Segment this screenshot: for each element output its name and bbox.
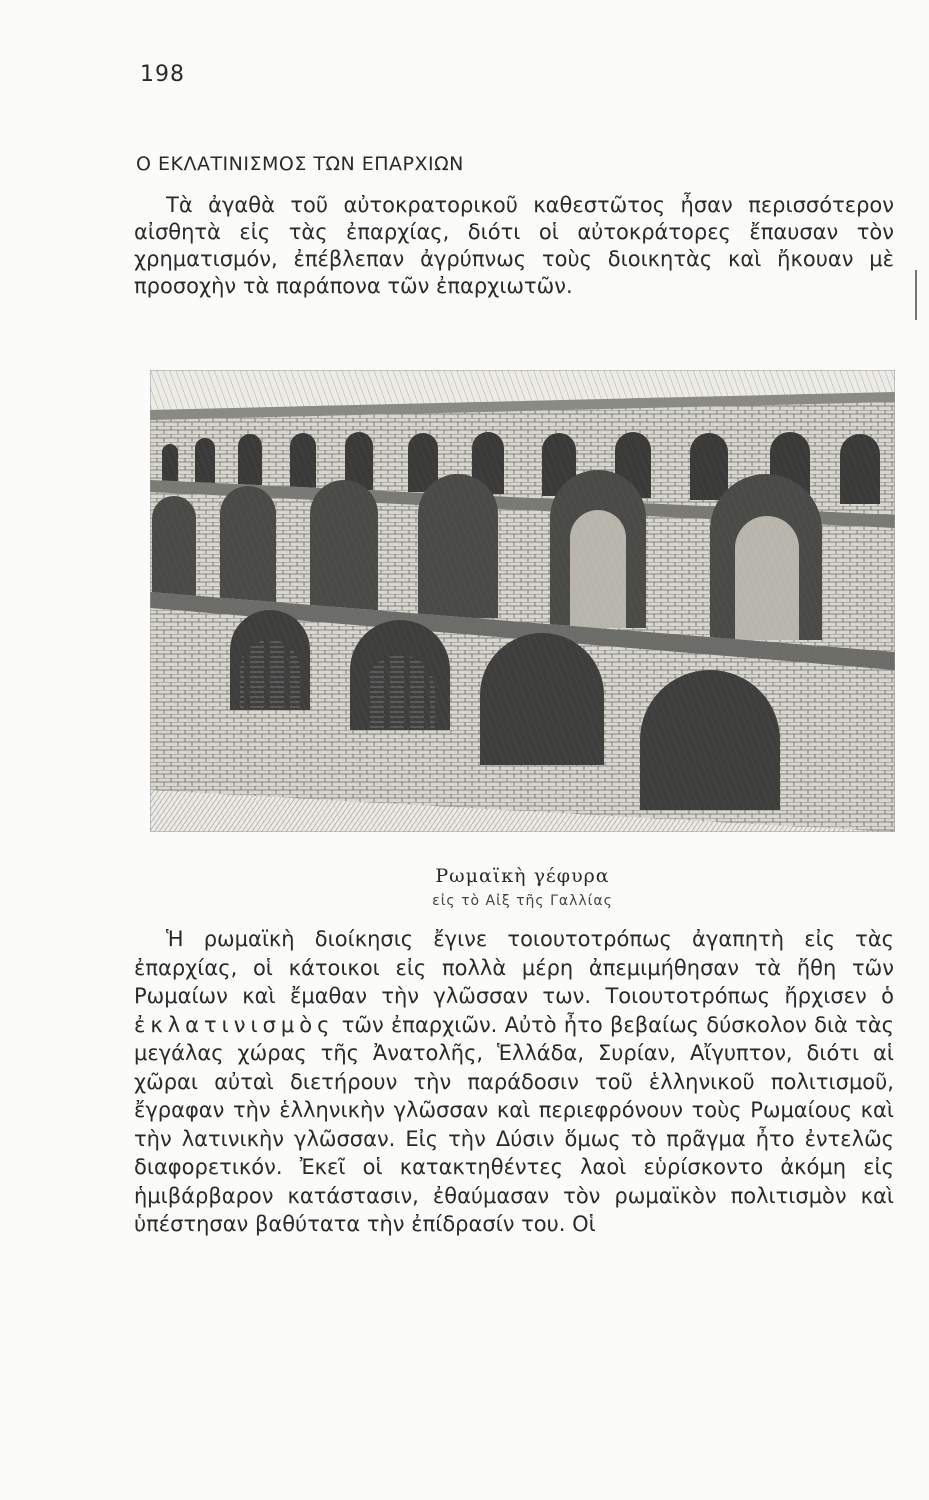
running-head: Ο ΕΚΛΑΤΙΝΙΣΜΟΣ ΤΩΝ ΕΠΑΡΧΙΩΝ bbox=[136, 153, 464, 175]
aqueduct-illustration bbox=[150, 370, 895, 832]
emphasized-term: ἐκλατινισμὸς bbox=[134, 1012, 335, 1037]
paragraph-1-text: Τὰ ἀγαθὰ τοῦ αὐτοκρατορικοῦ καθεστῶτος ἦσαν περισσότερον αἰσθητὰ εἰς τὰς ἐπαρχίας, διότι οἱ αὐτοκράτορες ἔπαυσαν τὸν χρηματισμόν, ἐπέβλεπαν ἀγρύπνως τοὺς διοικητὰς καὶ ἤκουαν μὲ προσοχὴν τὰ παράπονα τῶν ἐπαρχιωτῶν. bbox=[134, 193, 894, 298]
paragraph-1 bbox=[134, 192, 894, 300]
paragraph-2-text-b: τῶν ἐπαρχιῶν. Αὐτὸ ἦτο βεβαίως δύσκολον διὰ τὰς μεγάλας χώρας τῆς Ἀνατολῆς, Ἑλλάδα, Συρίαν, Αἴγυπτον, διότι αἱ χῶραι αὐταὶ διετήρουν τὴν παράδοσιν τοῦ ἑλληνικοῦ πολιτισμοῦ, ἔγραφαν τὴν ἑλληνικὴν γλῶσσαν καὶ περιεφρόνουν τοὺς Ρωμαίους καὶ τὴν λατινικὴν γλῶσσαν. Εἰς τὴν Δύσιν ὅμως τὸ πρᾶγμα ἦτο ἐντελῶς διαφορετικόν. Ἐκεῖ οἱ κατακτηθέντες λαοὶ εὑρίσκοντο ἀκόμη εἰς ἡμιβάρβαρον κατάστασιν, ἐθαύμασαν τὸν ρωμαϊκὸν πολιτισμὸν καὶ ὑπέστησαν βαθύτατα τὴν ἐπίδρασίν του. Οἱ bbox=[134, 1012, 894, 1236]
page-number: 198 bbox=[140, 62, 185, 87]
paragraph-2 bbox=[134, 925, 894, 1239]
figure-caption-title: Ρωμαϊκὴ γέφυρα bbox=[435, 865, 610, 887]
figure-caption-subtitle: εἰς τὸ Αἰξ τῆς Γαλλίας bbox=[432, 893, 613, 909]
scan-edge-mark bbox=[915, 270, 917, 320]
pont-du-gard-engraving bbox=[150, 370, 895, 832]
paragraph-2-text-a: Ἡ ρωμαϊκὴ διοίκησις ἔγινε τοιουτοτρόπως ἀγαπητὴ εἰς τὰς ἐπαρχίας, οἱ κάτοικοι εἰς πολλὰ μέρη ἀπεμιμήθησαν τὰ ἤθη τῶν Ρωμαίων καὶ ἔμαθαν τὴν γλῶσσαν των. Τοιουτοτρόπως ἤρχισεν ὁ bbox=[134, 927, 894, 1008]
